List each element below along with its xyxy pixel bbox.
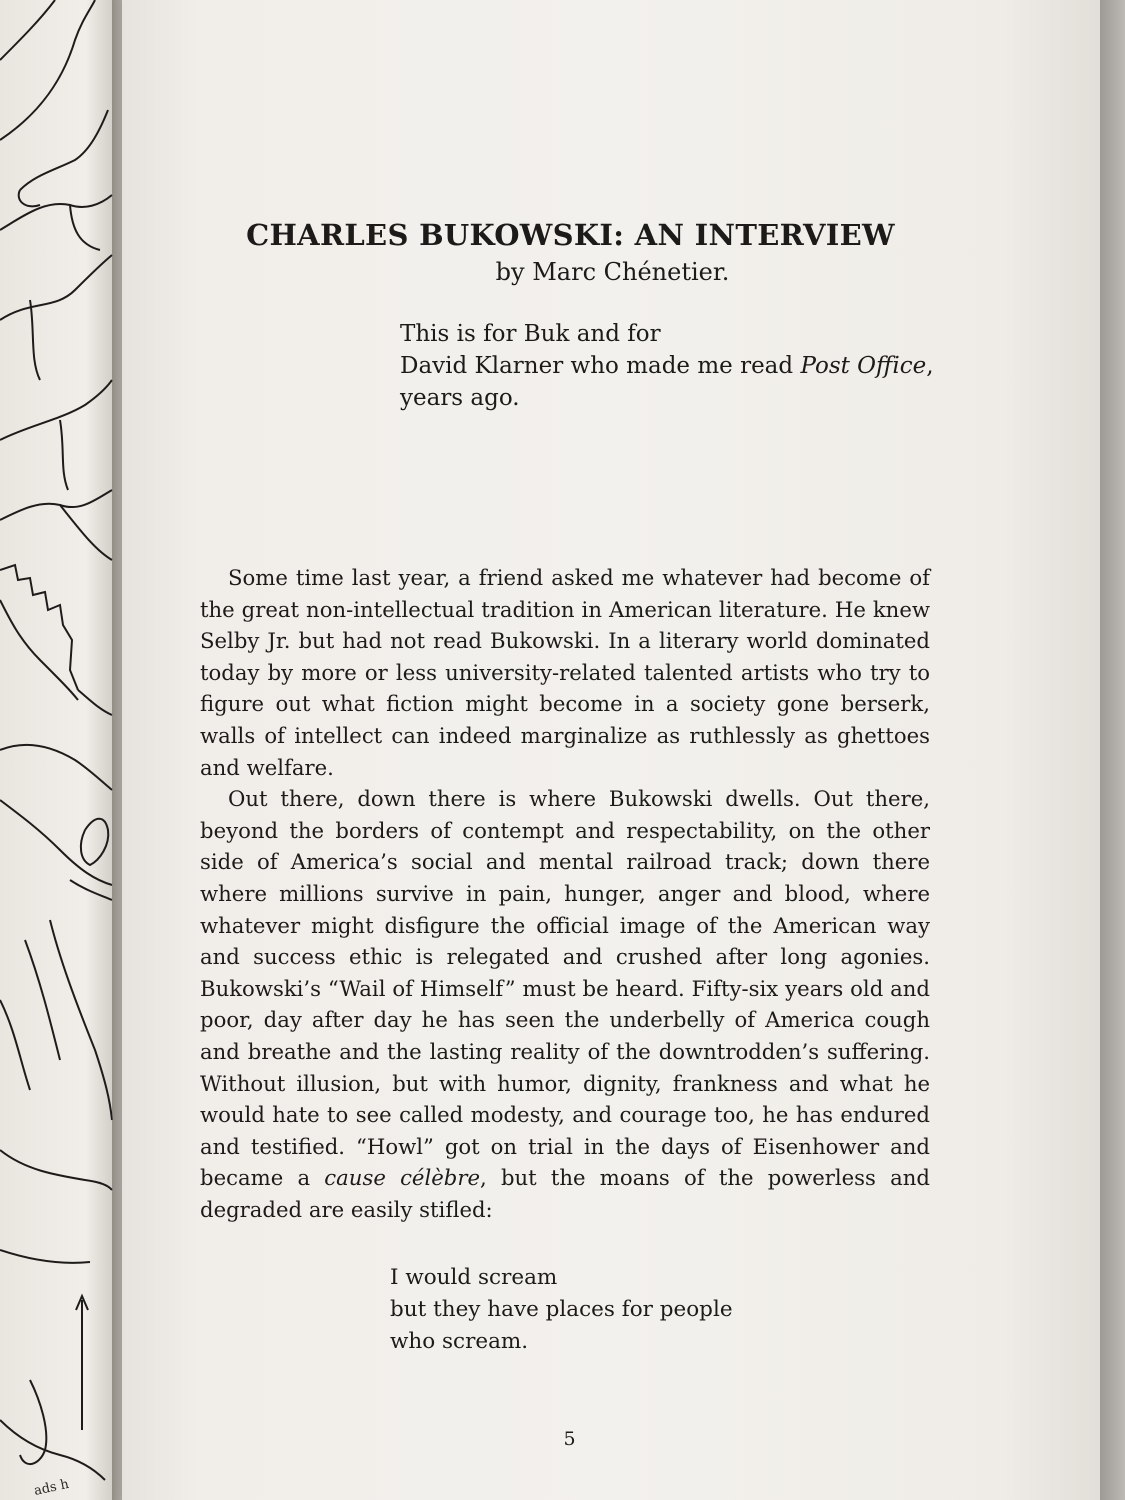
article-title: CHARLES BUKOWSKI: AN INTERVIEW [246, 218, 895, 252]
article-body [200, 562, 930, 1225]
italic-phrase: cause célèbre [324, 1165, 481, 1191]
body-paragraph: Some time last year, a friend asked me whatever had become of the great non-intellectual tradition in American literature. He knew Selby Jr. but had not read Bukowski. In a literary world dominated today by more or less university-related talented artists who try to figure out what fiction might become in a society gone berserk, walls of intellect can indeed marginalize as ruthlessly as ghettoes and welfare. [200, 565, 930, 780]
dedication [400, 318, 934, 414]
page-number: 5 [563, 1428, 576, 1450]
poem-line: but they have places for people [390, 1297, 733, 1322]
svg-text:ads h: ads h [32, 1476, 71, 1499]
article-byline: by Marc Chénetier. [495, 258, 730, 286]
poem-quote [390, 1262, 733, 1358]
poem-line: I would scream [390, 1265, 558, 1290]
poem-line: who scream. [390, 1329, 529, 1354]
dedication-line: This is for Buk and for [400, 321, 661, 347]
book-title-italic: Post Office [800, 353, 927, 379]
dedication-line: David Klarner who made me read Post Office, [400, 353, 934, 379]
body-paragraph: Out there, down there is where Bukowski dwells. Out there, beyond the borders of contempt and respectability, on the other side of America’s social and mental railroad track; down there where millions survive in pain, hunger, anger and blood, where whatever might disfigure the official image of the American way and success ethic is relegated and crushed after long agonies. Bukowski’s “Wail of Himself” must be heard. Fifty-six years old and poor, day after day he has seen the underbelly of America cough and breathe and the lasting reality of the downtrodden’s suffering. Without illusion, but with humor, dignity, frankness and what he would hate to see called modesty, and courage too, he has endured and testified. “Howl” got on trial in the days of Eisenhower and became a cause célèbre, but the moans of the powerless and degraded are easily stifled: [200, 786, 930, 1222]
dedication-line: years ago. [400, 385, 520, 411]
